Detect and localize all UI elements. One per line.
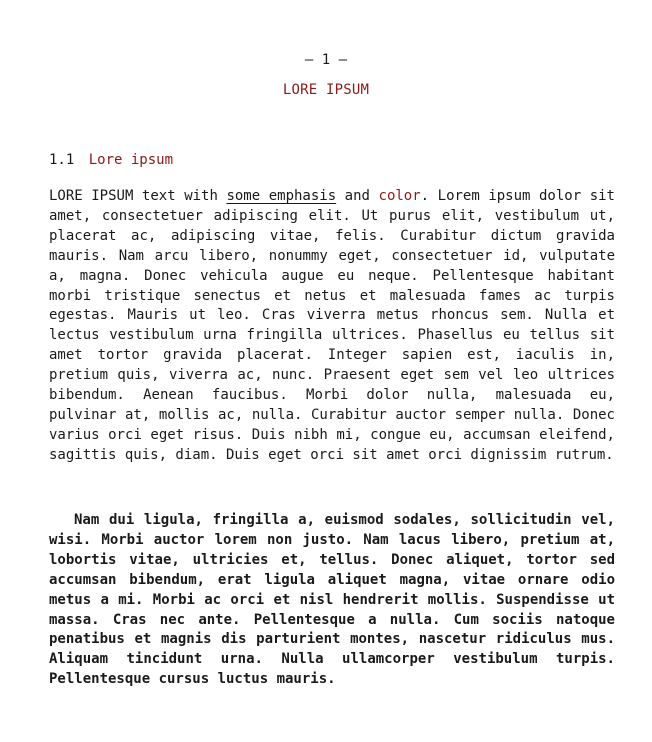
document-title: LORE IPSUM bbox=[282, 82, 370, 98]
emphasis-text: some emphasis bbox=[226, 188, 337, 204]
paragraph-1-lead: LORE IPSUM text with bbox=[49, 188, 227, 204]
paragraph-1 bbox=[49, 187, 615, 466]
colored-text: color bbox=[378, 188, 421, 204]
section-heading bbox=[49, 150, 173, 170]
paragraph-2: Nam dui ligula, fringilla a, euismod sodales, sollicitudin vel, wisi. Morbi auctor lorem non justo. Nam lacus libero, pretium at, lobortis vitae, ultricies et, tellus. Donec aliquet, tortor sed accumsan bibendum, erat ligula aliquet magna, vitae ornare odio metus a mi. Morbi ac orci et nisl hendrerit mollis. Suspendisse ut massa. Cras nec ante. Pellentesque a nulla. Cum sociis natoque penatibus et magnis dis parturient montes, nascetur ridiculus mus. Aliquam tincidunt urna. Nulla ullamcorper vestibulum turpis. Pellentesque cursus luctus mauris. bbox=[49, 512, 615, 688]
section-number: 1.1 bbox=[49, 152, 75, 168]
paragraph-1-middle: and bbox=[336, 188, 379, 204]
paragraph-1-body: . Lorem ipsum dolor sit amet, consectetuer adipiscing elit. Ut purus elit, vestibulum ut, placerat ac, adipiscing vitae, felis. Curabitur dictum gravida mauris. Nam arcu libero, nonummy eget, consectetuer id, vulputate a, magna. Donec vehicula augue eu neque. Pellentesque habitant morbi tristique senectus et netus et malesuada fames ac turpis egestas. Mauris ut leo. Cras viverra metus rhoncus sem. Nulla et lectus vestibulum urna fringilla ultrices. Phasellus eu tellus sit amet tortor gravida placerat. Integer sapien est, iaculis in, pretium quis, viverra ac, nunc. Praesent eget sem vel leo ultrices bibendum. Aenean faucibus. Morbi dolor nulla, malesuada eu, pulvinar at, mollis ac, nulla. Curabitur auctor semper nulla. Donec varius orci eget risus. Duis nibh mi, congue eu, accumsan eleifend, sagittis quis, diam. Duis eget orci sit amet orci dignissim rutrum. bbox=[49, 188, 615, 463]
page-header bbox=[0, 50, 652, 100]
page-number: — 1 — bbox=[304, 52, 348, 68]
section-title: Lore ipsum bbox=[88, 152, 174, 168]
